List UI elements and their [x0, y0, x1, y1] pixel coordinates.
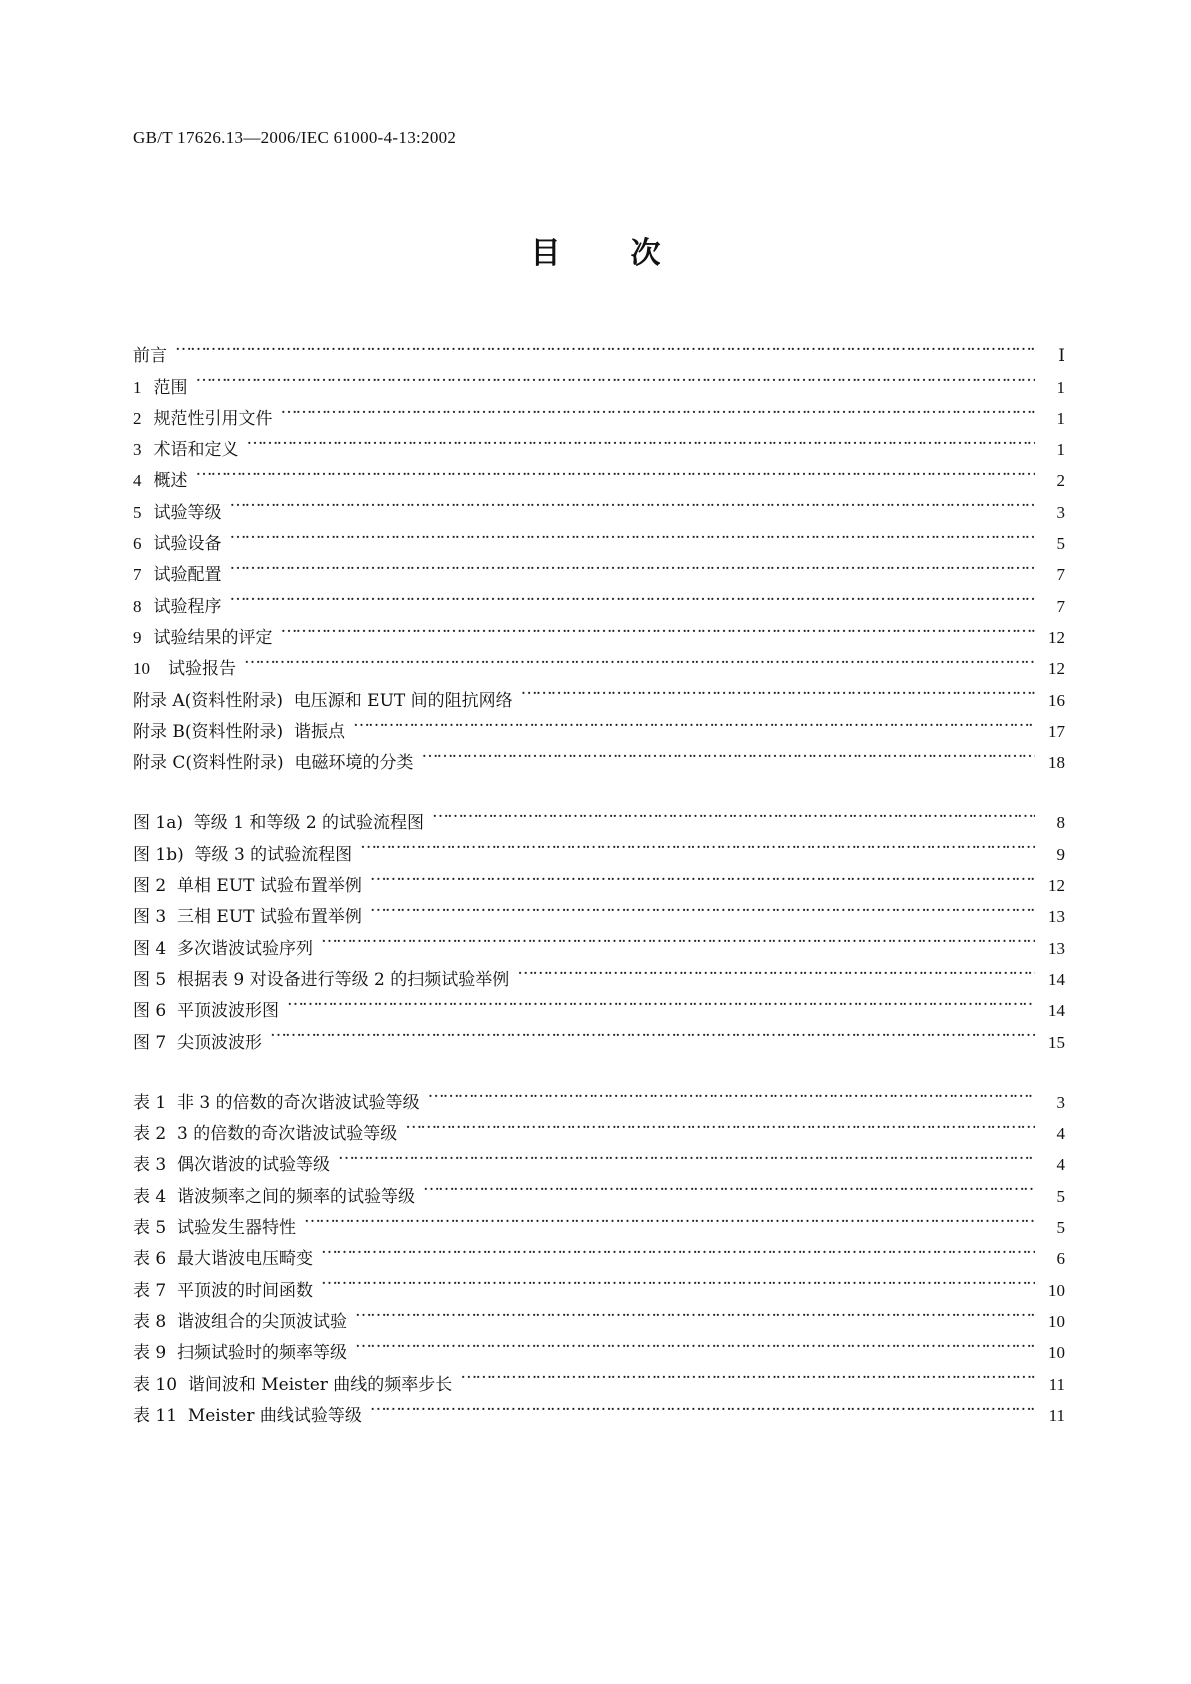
toc-entry-page: 2: [1056, 471, 1065, 491]
toc-dot-leader: [370, 860, 1035, 891]
toc-dot-leader: [355, 1296, 1035, 1327]
toc-figures-group: [133, 797, 1065, 1053]
toc-entry-page: 1: [1056, 377, 1065, 397]
toc-entry[interactable]: [133, 674, 1065, 711]
toc-entry-text: 表 9 扫频试验时的频率等级: [133, 1343, 348, 1364]
toc-entry-number: 2: [133, 408, 142, 428]
toc-entry-label: [133, 465, 188, 497]
toc-entry-label: [133, 1088, 420, 1119]
toc-entry-number: 4: [133, 471, 142, 491]
toc-dot-leader: [321, 922, 1035, 953]
toc-dot-leader: [432, 797, 1035, 828]
toc-entry-text: 试验报告: [168, 659, 236, 680]
toc-dot-leader: [230, 486, 1036, 517]
toc-dot-leader: [287, 985, 1035, 1016]
toc-dot-leader: [517, 954, 1035, 985]
toc-entry-label: [133, 1276, 313, 1307]
toc-entry-label: [133, 1244, 313, 1275]
toc-entry-text: 试验等级: [153, 502, 222, 523]
toc-entry[interactable]: [133, 361, 1065, 398]
toc-entry-page: 1: [1056, 440, 1065, 460]
toc-dot-leader: [370, 891, 1035, 922]
toc-entry-label: [133, 840, 352, 871]
toc-entry-page: 9: [1056, 844, 1065, 864]
toc-entry-text: 图 1b) 等级 3 的试验流程图: [133, 844, 353, 865]
toc-dot-leader: [321, 1264, 1035, 1295]
toc-entry[interactable]: [133, 580, 1065, 617]
toc-entry-text: 试验设备: [153, 534, 222, 555]
toc-entry-text: 表 6 最大谐波电压畸变: [133, 1249, 314, 1270]
toc-entry-text: 图 7 尖顶波波形: [133, 1032, 263, 1053]
page-title: [0, 228, 1191, 272]
toc-entry-page: 12: [1048, 876, 1065, 896]
toc-entry-label: [133, 748, 413, 779]
toc-entry-text: 图 6 平顶波波形图: [133, 1001, 280, 1022]
toc-entry[interactable]: [133, 486, 1065, 523]
toc-entry-page: 4: [1056, 1124, 1065, 1144]
toc-dot-leader: [370, 1390, 1035, 1421]
toc-entry-page: 6: [1056, 1249, 1065, 1269]
toc-entry[interactable]: [133, 549, 1065, 586]
toc-dot-leader: [304, 1202, 1035, 1233]
toc-dot-leader: [196, 361, 1036, 392]
toc-entry-page: Ⅰ: [1058, 346, 1065, 366]
toc-entry-page: 1: [1056, 408, 1065, 428]
toc-entry[interactable]: [133, 1077, 1065, 1113]
toc-dot-leader: [428, 1077, 1035, 1108]
toc-entry-page: 10: [1048, 1311, 1065, 1331]
toc-dot-leader: [405, 1108, 1035, 1139]
toc-entry-page: 10: [1048, 1343, 1065, 1363]
toc-entry-number: 9: [133, 627, 142, 647]
toc-entry-label: [133, 341, 167, 372]
toc-entry-text: 术语和定义: [153, 440, 239, 461]
toc-entry-label: [133, 559, 222, 591]
toc-entry-text: 表 2 3 的倍数的奇次谐波试验等级: [133, 1124, 398, 1145]
toc-entry[interactable]: [133, 643, 1065, 680]
toc-dot-leader: [230, 518, 1036, 549]
toc-entry-label: [133, 497, 222, 529]
toc-dot-leader: [321, 1233, 1035, 1264]
toc-entry-text: 附录 A(资料性附录) 电压源和 EUT 间的阻抗网络: [133, 690, 513, 711]
toc-entry-text: 附录 B(资料性附录) 谐振点: [133, 721, 345, 742]
toc-entry-text: 范围: [153, 377, 188, 398]
toc-dot-leader: [196, 455, 1036, 486]
toc-entry-number: 6: [133, 534, 142, 554]
toc-entry-text: 前言: [133, 346, 167, 367]
toc-entry-label: [133, 653, 236, 685]
toc-dot-leader: [230, 549, 1036, 580]
toc-dot-leader: [423, 1170, 1035, 1201]
table-of-contents: [133, 330, 1065, 1426]
toc-entry-page: 4: [1056, 1155, 1065, 1175]
toc-entry-page: 12: [1048, 627, 1065, 647]
toc-entry-page: 17: [1048, 721, 1065, 741]
toc-entry-text: 表 8 谐波组合的尖顶波试验: [133, 1311, 348, 1332]
toc-entry[interactable]: [133, 1016, 1065, 1053]
toc-dot-leader: [460, 1358, 1035, 1389]
toc-entry[interactable]: [133, 424, 1065, 461]
toc-entry-label: [133, 934, 313, 965]
toc-entry-text: 图 5 根据表 9 对设备进行等级 2 的扫频试验举例: [133, 969, 510, 990]
toc-entry-page: 14: [1048, 1001, 1065, 1021]
toc-dot-leader: [247, 424, 1036, 455]
toc-entry-label: [133, 1307, 347, 1338]
toc-dot-leader: [281, 393, 1036, 424]
toc-dot-leader: [338, 1139, 1035, 1170]
toc-entry-number: 3: [133, 440, 142, 460]
toc-entry-page: 13: [1048, 938, 1065, 958]
toc-entry-text: 图 3 三相 EUT 试验布置举例: [133, 907, 362, 928]
toc-entry-page: 15: [1048, 1032, 1065, 1052]
toc-entry-text: 表 7 平顶波的时间函数: [133, 1280, 314, 1301]
toc-entry-label: [133, 1028, 262, 1059]
toc-dot-leader: [270, 1016, 1035, 1047]
toc-dot-leader: [230, 580, 1036, 611]
toc-entry[interactable]: [133, 393, 1065, 429]
toc-entry-page: 5: [1056, 534, 1065, 554]
toc-entry-label: [133, 996, 279, 1027]
toc-entry-page: 5: [1056, 1218, 1065, 1238]
toc-entry-number: 7: [133, 565, 142, 585]
toc-entry[interactable]: [133, 612, 1065, 648]
toc-entry-text: 概述: [153, 471, 188, 492]
toc-entry-label: [133, 372, 188, 404]
toc-entry-page: 14: [1048, 969, 1065, 989]
toc-entry-page: 11: [1048, 1405, 1065, 1425]
toc-sections-group: [133, 330, 1065, 774]
toc-entry-label: [133, 871, 362, 902]
toc-entry-text: 表 11 Meister 曲线试验等级: [133, 1405, 362, 1426]
toc-entry-label: [133, 717, 345, 748]
toc-entry-text: 表 1 非 3 的倍数的奇次谐波试验等级: [133, 1092, 420, 1113]
toc-entry-page: 12: [1048, 659, 1065, 679]
toc-entry-text: 表 3 偶次谐波的试验等级: [133, 1155, 331, 1176]
toc-entry-text: 规范性引用文件: [153, 408, 273, 429]
toc-entry-page: 7: [1056, 565, 1065, 585]
toc-entry-number: 1: [133, 377, 142, 397]
toc-dot-leader: [244, 643, 1035, 674]
toc-entry-page: 16: [1048, 690, 1065, 710]
toc-entry-text: 表 10 谐间波和 Meister 曲线的频率步长: [133, 1374, 453, 1395]
toc-entry-page: 11: [1048, 1374, 1065, 1394]
toc-entry-number: 8: [133, 596, 142, 616]
toc-entry-page: 3: [1056, 1092, 1065, 1112]
toc-entry-text: 附录 C(资料性附录) 电磁环境的分类: [133, 753, 414, 774]
toc-dot-leader: [355, 1327, 1035, 1358]
document-code: GB/T 17626.13—2006/IEC 61000-4-13:2002: [133, 128, 457, 147]
toc-entry-page: 5: [1056, 1186, 1065, 1206]
toc-dot-leader: [421, 737, 1035, 768]
toc-entry-page: 13: [1048, 907, 1065, 927]
toc-entry-label: [133, 528, 222, 560]
toc-entry-text: 试验结果的评定: [153, 627, 273, 648]
toc-entry-page: 8: [1056, 813, 1065, 833]
toc-entry[interactable]: [133, 330, 1065, 367]
toc-dot-leader: [281, 612, 1036, 643]
toc-entry-page: 18: [1048, 753, 1065, 773]
toc-entry-label: [133, 1338, 347, 1369]
toc-entry[interactable]: [133, 797, 1065, 834]
page-title-part1: 目: [530, 236, 561, 271]
toc-dot-leader: [521, 674, 1035, 705]
toc-dot-leader: [353, 706, 1035, 737]
toc-entry-number: 10: [133, 659, 150, 679]
page-title-part2: 次: [630, 236, 661, 271]
toc-entry-number: 5: [133, 502, 142, 522]
toc-entry-text: 试验程序: [153, 596, 222, 617]
toc-entry-text: 试验配置: [153, 565, 222, 586]
toc-entry-label: [133, 1401, 362, 1432]
toc-entry-label: [133, 591, 222, 623]
toc-entry-page: 3: [1056, 502, 1065, 522]
toc-entry-page: 10: [1048, 1280, 1065, 1300]
toc-entry-text: 表 4 谐波频率之间的频率的试验等级: [133, 1186, 416, 1207]
toc-dot-leader: [360, 828, 1035, 859]
toc-entry-text: 图 1a) 等级 1 和等级 2 的试验流程图: [133, 813, 425, 834]
toc-entry-text: 表 5 试验发生器特性: [133, 1218, 297, 1239]
toc-entry[interactable]: [133, 518, 1065, 555]
toc-tables-group: [133, 1077, 1065, 1426]
toc-entry-text: 图 4 多次谐波试验序列: [133, 938, 314, 959]
toc-entry-label: [133, 1150, 330, 1181]
toc-entry[interactable]: [133, 455, 1065, 492]
toc-entry-label: [133, 1213, 296, 1244]
toc-dot-leader: [175, 330, 1035, 361]
toc-entry-text: 图 2 单相 EUT 试验布置举例: [133, 876, 362, 897]
toc-entry-page: 7: [1056, 596, 1065, 616]
